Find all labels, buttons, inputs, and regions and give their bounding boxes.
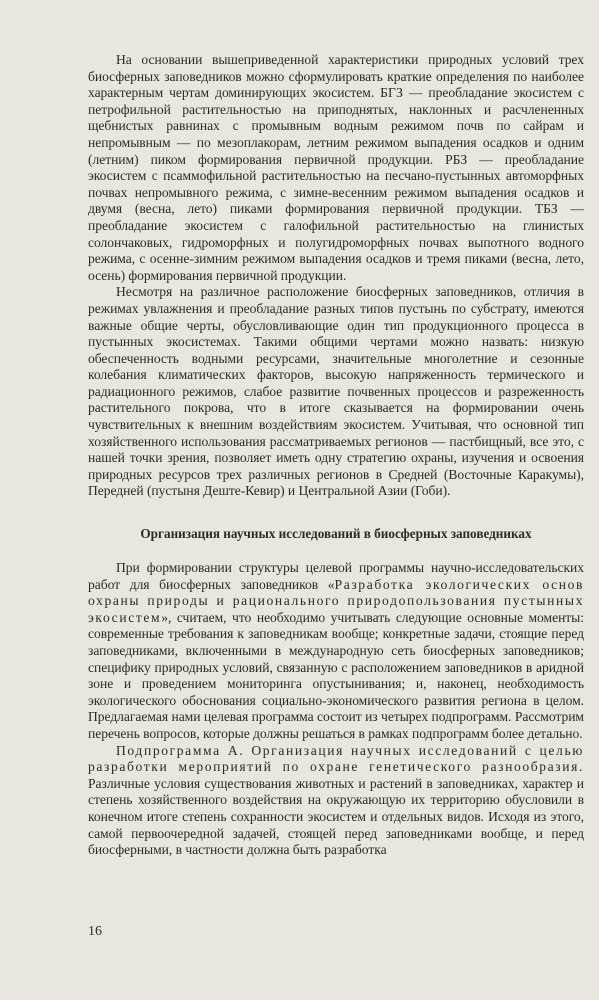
paragraph-common-features: Несмотря на различное расположение биосферных заповедников, отличия в режимах увлажнения и преобладание разных типов пустынь по субстрату, имеются важные общие черты, обусловливающие один тип продукционного процесса в пустынных экосистемах. Такими общими чертами можно назвать: низкую обеспеченность водными ресурсами, значительные многолетние и сезонные колебания климатических факторов, высокую напряженность термического и радиационного режимов, слабое развитие почвенных процессов и разреженность растительного покрова, что в итоге сказывается на формировании очень чувствительных к внешним воздействиям экосистем. Учитывая, что основной тип хозяйственного использования рассматриваемых регионов — пастбищный, все это, с нашей точки зрения, позволяет иметь одну стратегию охраны, изучения и освоения природных ресурсов трех различных регионов в Средней (Восточные Каракумы), Передней (пустыня Деште-Кевир) и Центральной Азии (Гоби).: [88, 284, 584, 499]
page-body: [88, 52, 584, 859]
paragraph-subprogram-a: [88, 743, 584, 859]
subprogram-body-text: Различные условия существования животных и растений в заповедниках, характер и степень хозяйственного воздействия на окружающую их территорию обусловили в конечном итоге степень сохранности экосистем и отдельных видов. Исходя из этого, самой первоочередной задачей, стоящей перед заповедниками вообще, и перед биосферными, в частности должна быть разработка: [88, 775, 584, 858]
paragraph-rest-text: », считаем, что необходимо учитывать следующие основные моменты: современные требования к заповедникам вообще; конкретные задачи, стоящие перед заповедниками, включенными в международную сеть биосферных заповедников; специфику природных условий, связанную с расположением заповедников в аридной зоне и проведением мониторинга опустынивания; и, наконец, необходимость экологического обоснования социально-экономического развития региона в целом. Предлагаемая нами целевая программа состоит из четырех подпрограмм. Рассмотрим перечень вопросов, которые должны решаться в рамках подпрограмм более детально.: [88, 609, 584, 741]
paragraph-program-structure: [88, 560, 584, 743]
page-number: 16: [88, 924, 102, 939]
program-title-spaced: Разработка экологических основ охраны природы и рационального природопользования пустынных экосистем: [88, 576, 584, 625]
paragraph-ecosystem-definitions: На основании вышеприведенной характеристики природных условий трех биосферных заповедников можно сформулировать краткие определения по наиболее характерным чертам доминирующих экосистем. БГЗ — преобладание экосистем с петрофильной растительностью на приподнятых, наклонных и расчлененных щебнистых равнинах с промывным водным режимом почв по сайрам и непромывным — по мезоплакорам, летним режимом выпадения осадков и одним (летним) пиком формирования первичной продукции. РБЗ — преобладание экосистем с псаммофильной растительностью на песчано-пустынных автоморфных почвах непромывного режима, с зимне-весенним режимом выпадения осадков и двумя (весна, лето) пиками формирования первичной продукции. ТБЗ — преобладание экосистем с галофильной растительностью на глинистых солончаковых, гидроморфных и полугидроморфных почвах выпотного водного режима, с осенне-зимним режимом выпадения осадков и тремя пиками (весна, лето, осень) формирования первичной продукции.: [88, 52, 584, 283]
section-heading: Организация научных исследований в биосферных заповедниках: [140, 526, 532, 542]
paragraph-intro-text: При формировании структуры целевой программы научно-исследовательских работ для биосферных заповедников «: [88, 560, 584, 592]
subprogram-title-spaced: Подпрограмма А. Организация научных исследований с целью разработки мероприятий по охране генетического разнообразия.: [88, 742, 584, 775]
